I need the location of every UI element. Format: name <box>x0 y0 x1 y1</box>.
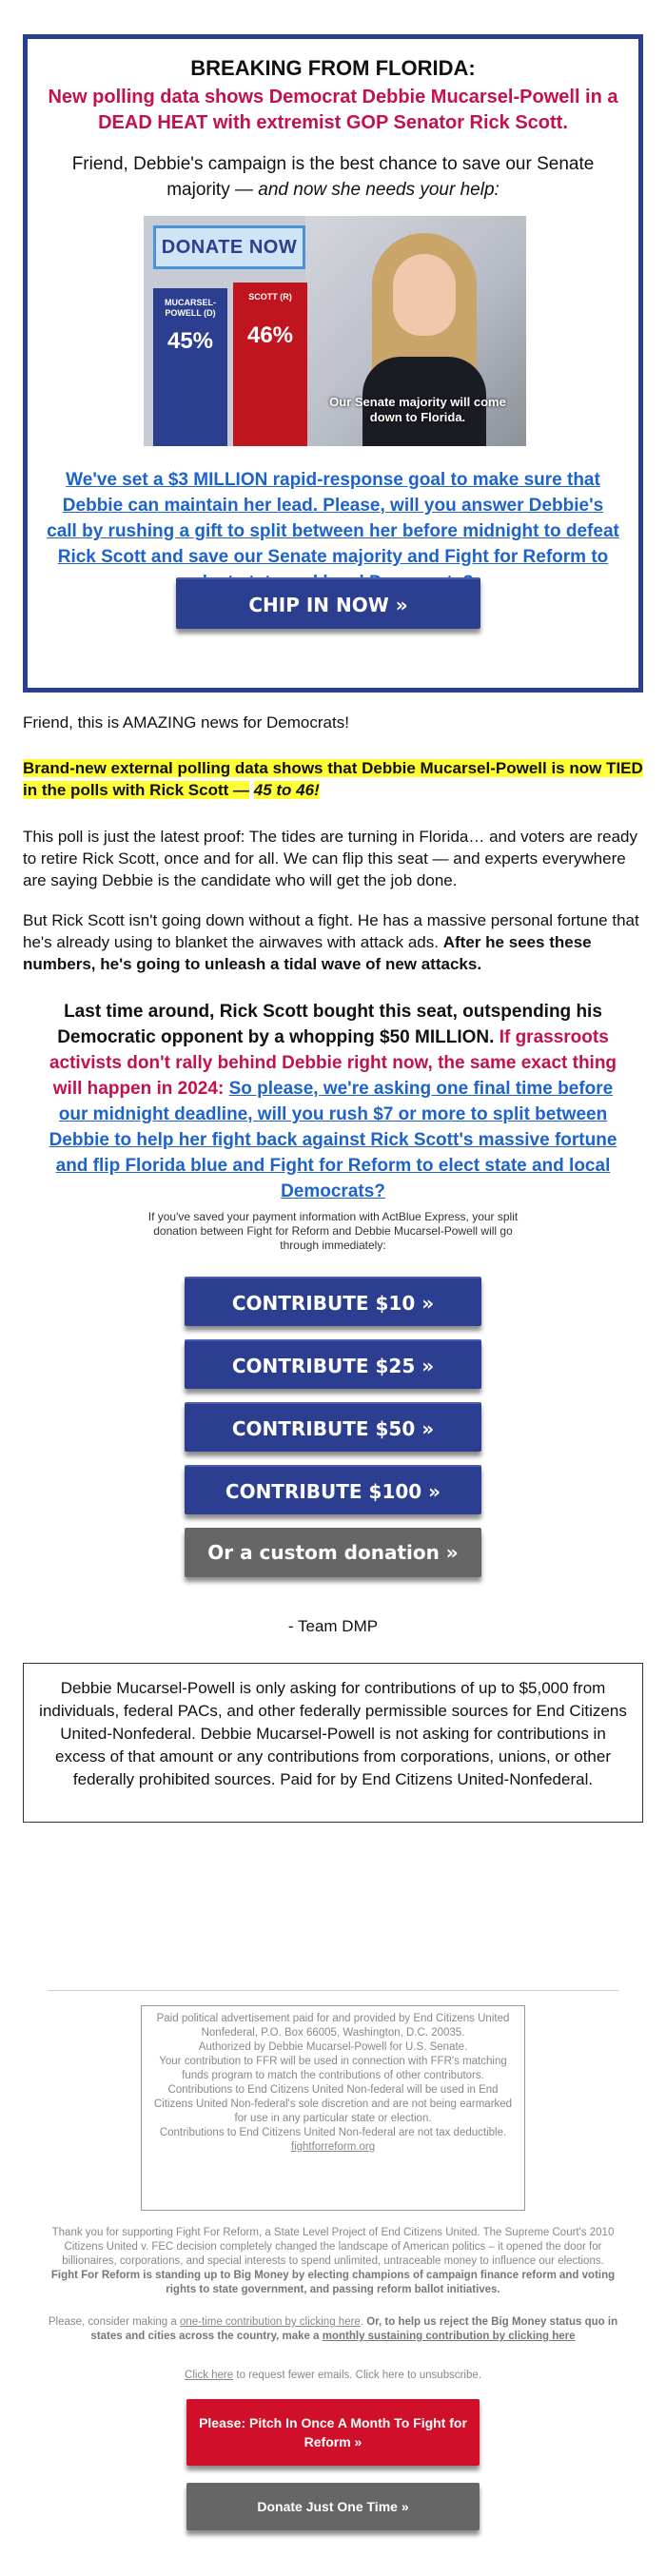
highlight-paragraph <box>23 757 643 801</box>
monthly-link[interactable]: monthly sustaining contribution by clicking here <box>322 2331 576 2342</box>
thanks-paragraph <box>48 2226 618 2297</box>
contribute-25-button[interactable]: CONTRIBUTE $25 » <box>185 1339 481 1389</box>
paragraph-tides: This poll is just the latest proof: The tides are turning in Florida… and voters are ready to retire Rick Scott, once and for all. We can flip this seat — and experts everywhere are saying Debbie is the candidate who will get the job done. <box>23 828 638 889</box>
hero-title: BREAKING FROM FLORIDA: <box>190 56 476 80</box>
consider-text: Please, consider making a <box>48 2316 177 2328</box>
hero-intro-italic: and now she needs your help: <box>258 180 500 200</box>
consider-paragraph: Please, consider making a one-time contribution by clicking here. Or, to help us reject the Big Money status quo in states and cities across the country, make a monthly sustaining contribution by clicking here <box>48 2316 618 2342</box>
chip-in-button[interactable]: CHIP IN NOW » <box>176 577 480 629</box>
hero-donate-link[interactable]: We've set a $3 MILLION rapid-response goal to make sure that Debbie can maintain her lead. Please, will you answer Debbie's call by rushing a gift to split between her before midnight to defeat Rick Scott and save our Senate majority and Fight for Reform to <box>47 470 619 567</box>
appeal-bold: Last time around, Rick Scott bought this seat, outspending his Democratic opponent by a whopping $50 MILLION. <box>57 1002 602 1047</box>
paragraph-fortune-bold: After he sees these numbers, he's going to unleash a tidal wave of new attacks. <box>23 933 592 973</box>
contribute-10-button[interactable]: CONTRIBUTE $10 » <box>185 1277 481 1326</box>
hero-intro-text: Friend, Debbie's campaign is the best chance to save our Senate majority — <box>71 154 595 200</box>
fewer-emails-link[interactable]: Click here <box>185 2370 234 2381</box>
consider-bold: Or, to help us reject the Big Money status quo in states and cities across the country, make a <box>90 2316 618 2342</box>
paid-line-3: Your contribution to FFR will be used in connection with FFR's matching funds program to match the contributions of other contributors. <box>159 2056 507 2081</box>
hero-intro <box>47 151 619 203</box>
thanks-bold: Fight For Reform is standing up to Big Money by electing champions of campaign finance reform and voting rights to state government, and passing reform ballot initiatives. <box>50 2270 616 2295</box>
custom-donation-button[interactable]: Or a custom donation » <box>185 1528 481 1577</box>
signature: - Team DMP <box>287 1617 379 1635</box>
highlight-italic: 45 to 46! <box>253 781 320 799</box>
one-time-donate-button[interactable]: Donate Just One Time » <box>186 2483 480 2530</box>
hero-image[interactable] <box>144 216 526 446</box>
paid-for-box <box>141 2005 525 2211</box>
poll-bar-value: 46% <box>246 322 294 348</box>
fewer-emails-text: to request fewer emails. Click here to unsubscribe. <box>236 2370 481 2381</box>
poll-bar-label: MUCARSEL-POWELL (D) <box>165 298 216 318</box>
poll-bar-label: SCOTT (R) <box>248 292 292 302</box>
hero-box <box>23 34 643 693</box>
paid-line-4: Contributions to End Citizens United Non-federal will be used in End Citizens United Non-federal's sole discretion and are not being earmarked for use in any particular state or election. <box>153 2084 513 2124</box>
poll-bar-mucarsel-powell <box>153 288 227 446</box>
poll-bar-value: 45% <box>166 328 214 354</box>
paid-line-2: Authorized by Debbie Mucarsel-Powell for U.S. Senate. <box>198 2041 468 2053</box>
appeal-red: If grassroots activists don't rally behind Debbie right now, the same exact thing will happen in 2024: <box>49 1027 617 1099</box>
footer-divider <box>48 1990 618 1991</box>
fightforreform-link[interactable]: fightforreform.org <box>290 2141 376 2153</box>
poll-bar-scott <box>233 283 307 446</box>
one-time-link[interactable]: one-time contribution by clicking here <box>179 2316 361 2328</box>
greeting: Friend, this is AMAZING news for Democrats! <box>23 713 349 732</box>
paid-line-5: Contributions to End Citizens United Non-federal are not tax deductible. <box>159 2127 507 2138</box>
hero-subtitle: New polling data shows Democrat Debbie Mucarsel-Powell in a DEAD HEAT with extremist GOP Senator Rick Scott. <box>48 87 618 133</box>
contribute-100-button[interactable]: CONTRIBUTE $100 » <box>185 1465 481 1514</box>
image-caption: Our Senate majority will come down to Florida. <box>329 395 506 424</box>
actblue-note: If you've saved your payment information with ActBlue Express, your split donation between Fight for Reform and Debbie Mucarsel-Powell will go through immediately: <box>147 1210 519 1252</box>
paragraph-fortune-text: But Rick Scott isn't going down without a fight. He has a massive personal fortune that he's already using to blanket the airwaves with attack ads. <box>23 911 639 951</box>
fewer-emails-line <box>48 2369 618 2383</box>
paragraph-fortune <box>23 909 643 975</box>
portrait-face <box>393 254 456 336</box>
paid-line-1: Paid political advertisement paid for and provided by End Citizens United Nonfederal, P.O. Box 66005, Washington, D.C. 20035. <box>156 2013 510 2039</box>
contribute-50-button[interactable]: CONTRIBUTE $50 » <box>185 1402 481 1452</box>
highlight-text: Brand-new external polling data shows that Debbie Mucarsel-Powell is now TIED in the polls with Rick Scott — <box>23 759 643 799</box>
appeal-block <box>38 999 628 1204</box>
monthly-donate-button[interactable]: Please: Pitch In Once A Month To Fight for Reform » <box>186 2399 480 2466</box>
disclaimer-box: Debbie Mucarsel-Powell is only asking for contributions of up to $5,000 from individuals, federal PACs, and other federally permissible sources for End Citizens United-Nonfederal. Debbie Mucarsel-Powell is not asking for contributions in excess of that amount or any contributions from corporations, unions, or other federally prohibited sources. Paid for by End Citizens United-Nonfederal. <box>23 1663 643 1823</box>
donate-now-badge[interactable]: DONATE NOW <box>153 225 305 269</box>
thanks-text: Thank you for supporting Fight For Reform, a State Level Project of End Citizens United. The Supreme Court's 2010 Citizens United v. FEC decision completely changed the landscape of American politics – it opened the door for billionaires, corporations, and special interests to spend unlimited, untraceable money to influence our elections. <box>51 2227 615 2267</box>
appeal-link[interactable]: So please, we're asking one final time before our midnight deadline, will you rush $7 or more to split between Debbie to help her fight back against Rick Scott's massive fortune and flip Florida blue and Fight for Reform to elect state and local Democrats? <box>49 1079 617 1201</box>
